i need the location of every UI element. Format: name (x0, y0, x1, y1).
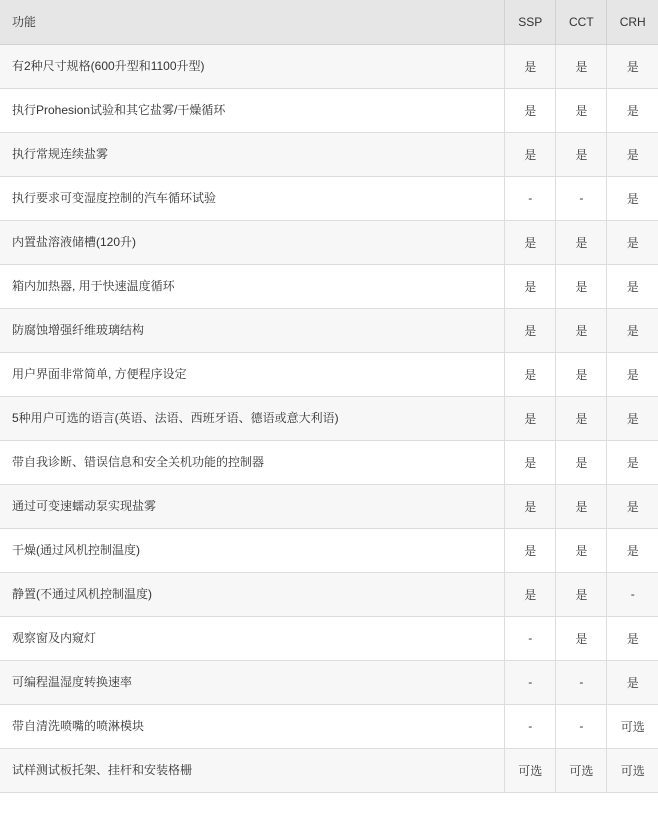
crh-value: 是 (607, 132, 658, 176)
feature-label: 执行Prohesion试验和其它盐雾/干燥循环 (0, 88, 505, 132)
table-row (0, 352, 658, 396)
crh-value: 是 (607, 616, 658, 660)
ssp-value: 是 (505, 220, 556, 264)
crh-value: 是 (607, 396, 658, 440)
ssp-value: 是 (505, 572, 556, 616)
ssp-value: 是 (505, 88, 556, 132)
crh-value: 是 (607, 88, 658, 132)
table-row (0, 308, 658, 352)
cct-value: 是 (556, 396, 607, 440)
cct-value: 是 (556, 132, 607, 176)
feature-label: 试样测试板托架、挂杆和安装格栅 (0, 748, 505, 792)
cct-value: 是 (556, 308, 607, 352)
table-row (0, 660, 658, 704)
feature-label: 带自我诊断、错误信息和安全关机功能的控制器 (0, 440, 505, 484)
crh-value: 是 (607, 528, 658, 572)
cct-value: 是 (556, 88, 607, 132)
table-row (0, 396, 658, 440)
table-row (0, 264, 658, 308)
ssp-value: 是 (505, 396, 556, 440)
table-header-row (0, 0, 658, 44)
ssp-value: 是 (505, 264, 556, 308)
cct-value: 是 (556, 220, 607, 264)
cct-value: 是 (556, 264, 607, 308)
table-row (0, 616, 658, 660)
table-row (0, 132, 658, 176)
column-header-ssp: SSP (505, 0, 556, 44)
cct-value: 是 (556, 44, 607, 88)
feature-label: 执行常规连续盐雾 (0, 132, 505, 176)
feature-label: 可编程温湿度转换速率 (0, 660, 505, 704)
table-row (0, 44, 658, 88)
column-header-feature: 功能 (0, 0, 505, 44)
ssp-value: - (505, 660, 556, 704)
ssp-value: 是 (505, 132, 556, 176)
ssp-value: 是 (505, 44, 556, 88)
cct-value: 是 (556, 440, 607, 484)
ssp-value: 是 (505, 440, 556, 484)
feature-label: 有2种尺寸规格(600升型和1100升型) (0, 44, 505, 88)
table-row (0, 528, 658, 572)
table-header (0, 0, 658, 44)
cct-value: 是 (556, 616, 607, 660)
feature-label: 5种用户可选的语言(英语、法语、西班牙语、德语或意大利语) (0, 396, 505, 440)
feature-label: 防腐蚀增强纤维玻璃结构 (0, 308, 505, 352)
ssp-value: 是 (505, 484, 556, 528)
table-body (0, 44, 658, 792)
crh-value: 可选 (607, 748, 658, 792)
table-row (0, 220, 658, 264)
crh-value: 是 (607, 660, 658, 704)
table-row (0, 176, 658, 220)
crh-value: 是 (607, 352, 658, 396)
crh-value: 可选 (607, 704, 658, 748)
feature-label: 带自清洗喷嘴的喷淋模块 (0, 704, 505, 748)
crh-value: 是 (607, 44, 658, 88)
cct-value: 是 (556, 352, 607, 396)
ssp-value: - (505, 704, 556, 748)
table-row (0, 88, 658, 132)
crh-value: 是 (607, 264, 658, 308)
ssp-value: 是 (505, 528, 556, 572)
feature-label: 静置(不通过风机控制温度) (0, 572, 505, 616)
crh-value: 是 (607, 220, 658, 264)
table-row (0, 572, 658, 616)
table-row (0, 440, 658, 484)
column-header-cct: CCT (556, 0, 607, 44)
cct-value: 是 (556, 528, 607, 572)
cct-value: - (556, 704, 607, 748)
ssp-value: 是 (505, 308, 556, 352)
table-row (0, 704, 658, 748)
cct-value: 是 (556, 572, 607, 616)
ssp-value: - (505, 616, 556, 660)
feature-label: 箱内加热器, 用于快速温度循环 (0, 264, 505, 308)
table-row (0, 748, 658, 792)
ssp-value: 可选 (505, 748, 556, 792)
ssp-value: 是 (505, 352, 556, 396)
feature-label: 内置盐溶液储槽(120升) (0, 220, 505, 264)
cct-value: 是 (556, 484, 607, 528)
crh-value: 是 (607, 308, 658, 352)
table-row (0, 484, 658, 528)
feature-label: 执行要求可变湿度控制的汽车循环试验 (0, 176, 505, 220)
crh-value: - (607, 572, 658, 616)
feature-label: 用户界面非常简单, 方便程序设定 (0, 352, 505, 396)
crh-value: 是 (607, 484, 658, 528)
cct-value: - (556, 660, 607, 704)
feature-label: 通过可变速蠕动泵实现盐雾 (0, 484, 505, 528)
crh-value: 是 (607, 176, 658, 220)
feature-label: 观察窗及内窥灯 (0, 616, 505, 660)
cct-value: - (556, 176, 607, 220)
feature-label: 干燥(通过风机控制温度) (0, 528, 505, 572)
column-header-crh: CRH (607, 0, 658, 44)
crh-value: 是 (607, 440, 658, 484)
ssp-value: - (505, 176, 556, 220)
cct-value: 可选 (556, 748, 607, 792)
